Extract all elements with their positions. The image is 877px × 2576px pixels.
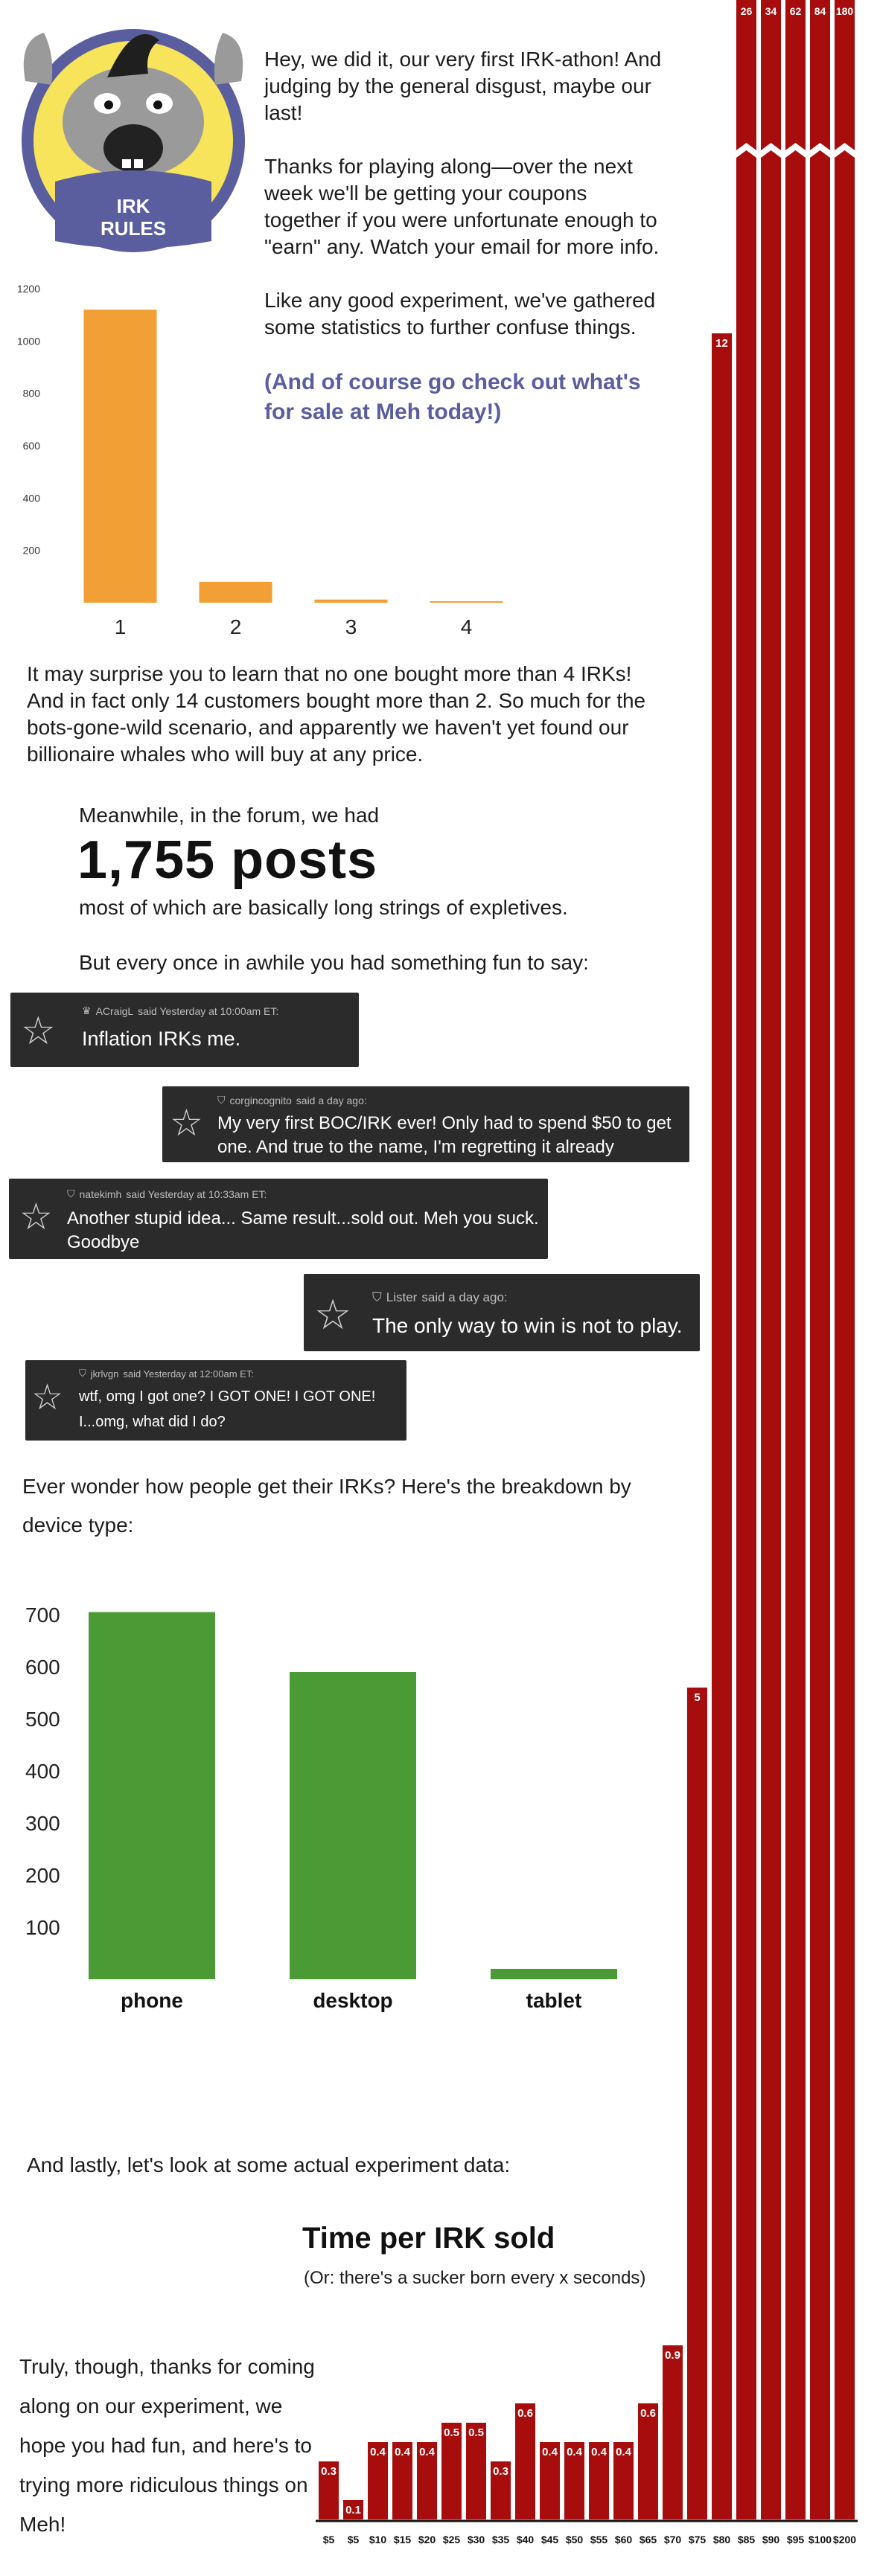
forum-sub: most of which are basically long strings of expletives. [79, 896, 568, 919]
shield-icon: ⛉ [372, 1290, 382, 1304]
x-tick-label: $20 [418, 2534, 436, 2545]
bar [638, 2403, 658, 2519]
x-tick-label: 3 [345, 615, 357, 638]
x-tick-label: phone [121, 1989, 183, 2012]
star-badge-icon: ☆ [170, 1102, 203, 1144]
y-tick-label: 400 [22, 492, 40, 504]
data-label: 0.4 [542, 2446, 558, 2458]
device-intro: Ever wonder how people get their IRKs? Here's the breakdown by device type: [22, 1475, 631, 1537]
x-tick-label: $80 [712, 2534, 731, 2545]
x-tick-label: $100 [808, 2534, 832, 2545]
post-count: 1,755 posts [77, 830, 378, 890]
y-tick-label: 200 [22, 544, 40, 557]
x-tick-label: $10 [369, 2534, 387, 2545]
intro-paragraph-1: Hey, we did it, our very first IRK-athon! And judging by the general disgust, maybe our last! [264, 48, 662, 124]
x-tick-label: $65 [639, 2534, 657, 2545]
bar [687, 1688, 707, 2519]
x-tick-label: $25 [442, 2534, 461, 2545]
data-label: 5 [694, 1691, 701, 1704]
forum-intro: Meanwhile, in the forum, we had [79, 804, 380, 827]
y-tick-label: 600 [25, 1656, 60, 1679]
x-tick-label: $45 [540, 2534, 559, 2545]
x-tick-label: $85 [737, 2534, 756, 2545]
data-label: 0.4 [395, 2446, 410, 2458]
data-label: 26 [740, 5, 753, 17]
x-tick-label: $75 [688, 2534, 707, 2545]
comment-time: said a day ago: [421, 1290, 508, 1304]
bar [810, 0, 830, 2519]
star-badge-icon: ☆ [314, 1291, 352, 1338]
lastly-text: And lastly, let's look at some actual experiment data: [27, 2153, 511, 2176]
comment-user[interactable]: corgincognito [229, 1094, 292, 1106]
y-tick-label: 1200 [16, 283, 40, 295]
x-tick-label: 1 [114, 615, 127, 638]
comment-time: said Yesterday at 10:33am ET: [126, 1188, 267, 1200]
x-tick-label: $70 [663, 2534, 682, 2545]
y-tick-label: 700 [25, 1603, 60, 1627]
x-tick-label: $55 [590, 2534, 608, 2545]
bar [663, 2345, 683, 2519]
data-label: 0.6 [517, 2407, 533, 2420]
meh-today-link[interactable]: (And of course go check out what's for sale at Meh today!) [264, 370, 641, 424]
intro-paragraph-3: Like any good experiment, we've gathered some statistics to further confuse things. [264, 289, 656, 339]
x-tick-label: $60 [614, 2534, 633, 2545]
data-label: 0.4 [616, 2446, 631, 2458]
y-tick-label: 1000 [16, 335, 40, 347]
shield-icon: ⛉ [67, 1188, 75, 1199]
y-tick-label: 800 [22, 387, 40, 400]
shield-icon: ⛉ [79, 1368, 86, 1379]
data-label: 0.4 [419, 2446, 435, 2458]
shield-icon: ⛉ [217, 1094, 226, 1106]
x-tick-label: $200 [832, 2534, 857, 2545]
data-label: 0.4 [591, 2446, 607, 2458]
data-label: 0.5 [468, 2426, 484, 2439]
data-label: 0.5 [444, 2426, 459, 2439]
x-tick-label: $40 [516, 2534, 535, 2545]
star-badge-icon: ☆ [31, 1378, 64, 1417]
y-tick-label: 500 [25, 1708, 60, 1731]
data-label: 0.4 [370, 2446, 386, 2458]
x-tick-label: $30 [467, 2534, 485, 2545]
bar [712, 333, 732, 2519]
outro-text: Truly, though, thanks for coming along on our experiment, we hope you had fun, and here's to trying more ridiculous things on Meh! [19, 2355, 315, 2536]
y-tick-label: 200 [25, 1864, 60, 1887]
star-badge-icon: ☆ [19, 1196, 53, 1237]
irks-chart-text: It may surprise you to learn that no one bought more than 4 IRKs! And in fact only 14 customers bought more than 2. So much for the bots-gone-wild scenario, and apparently we haven't yet found our billionaire whales who will buy at any price. [27, 662, 646, 766]
x-tick-label: 2 [229, 615, 242, 638]
intro-paragraph-2: Thanks for playing along—over the next week we'll be getting your coupons together if you were unfortunate enough to "earn" any. Watch your email for more info. [264, 155, 660, 258]
data-label: 180 [835, 5, 854, 17]
y-tick-label: 300 [25, 1812, 60, 1835]
x-tick-label: $5 [347, 2534, 360, 2545]
comment-user[interactable]: jkrlvgn [90, 1368, 119, 1380]
data-label: 84 [814, 5, 826, 17]
star-badge-icon: ☆ [21, 1010, 56, 1053]
comment-time: said a day ago: [296, 1094, 367, 1106]
bar [736, 0, 756, 2519]
bar [761, 0, 781, 2519]
x-tick-label: $15 [393, 2534, 412, 2545]
comment-time: said Yesterday at 10:00am ET: [138, 1005, 279, 1017]
x-tick-label: tablet [526, 1989, 582, 2012]
x-tick-label: $5 [322, 2534, 335, 2545]
x-tick-label: $35 [491, 2534, 510, 2545]
comment-text: Another stupid idea... Same result...sold out. Meh you suck. Goodbye [67, 1208, 539, 1252]
mascot-caption: IRK [116, 195, 150, 217]
forum-fun: But every once in awhile you had something fun to say: [79, 951, 589, 974]
crown-icon: ♛ [82, 1005, 92, 1016]
data-label: 12 [715, 337, 728, 350]
x-tick-label: desktop [313, 1989, 393, 2012]
x-tick-label: $95 [786, 2534, 805, 2545]
y-tick-label: 400 [25, 1760, 60, 1783]
comment-user[interactable]: Lister [386, 1290, 418, 1304]
comment-text: The only way to win is not to play. [372, 1314, 683, 1337]
y-tick-label: 600 [22, 440, 40, 452]
bar [515, 2403, 535, 2519]
comment-text: My very first BOC/IRK ever! Only had to spend $50 to get one. And true to the name, I'm regretting it already [217, 1113, 672, 1157]
comment-text: wtf, omg I got one? I GOT ONE! I GOT ONE! I...omg, what did I do? [79, 1388, 376, 1430]
bar [785, 0, 806, 2519]
x-tick-label: $50 [565, 2534, 584, 2545]
time-chart-subtitle: (Or: there's a sucker born every x seconds) [304, 2268, 646, 2288]
comment-user[interactable]: ACraigL [95, 1005, 134, 1017]
time-chart-title: Time per IRK sold [302, 2222, 555, 2255]
data-label: 0.9 [665, 2349, 680, 2362]
svg-text:RULES: RULES [100, 217, 167, 240]
data-label: 0.3 [321, 2465, 337, 2478]
data-label: 0.4 [567, 2446, 582, 2458]
data-label: 62 [789, 5, 802, 17]
comment-user[interactable]: natekimh [79, 1188, 122, 1200]
data-label: 0.3 [493, 2465, 508, 2478]
data-label: 34 [765, 5, 777, 17]
comment-time: said Yesterday at 12:00am ET: [123, 1368, 254, 1380]
data-label: 0.6 [640, 2407, 656, 2420]
data-label: 0.1 [345, 2504, 361, 2516]
x-tick-label: $90 [762, 2534, 780, 2545]
bar [835, 0, 855, 2519]
comment-text: Inflation IRKs me. [82, 1028, 241, 1050]
y-tick-label: 100 [25, 1916, 60, 1939]
x-tick-label: 4 [460, 615, 473, 638]
